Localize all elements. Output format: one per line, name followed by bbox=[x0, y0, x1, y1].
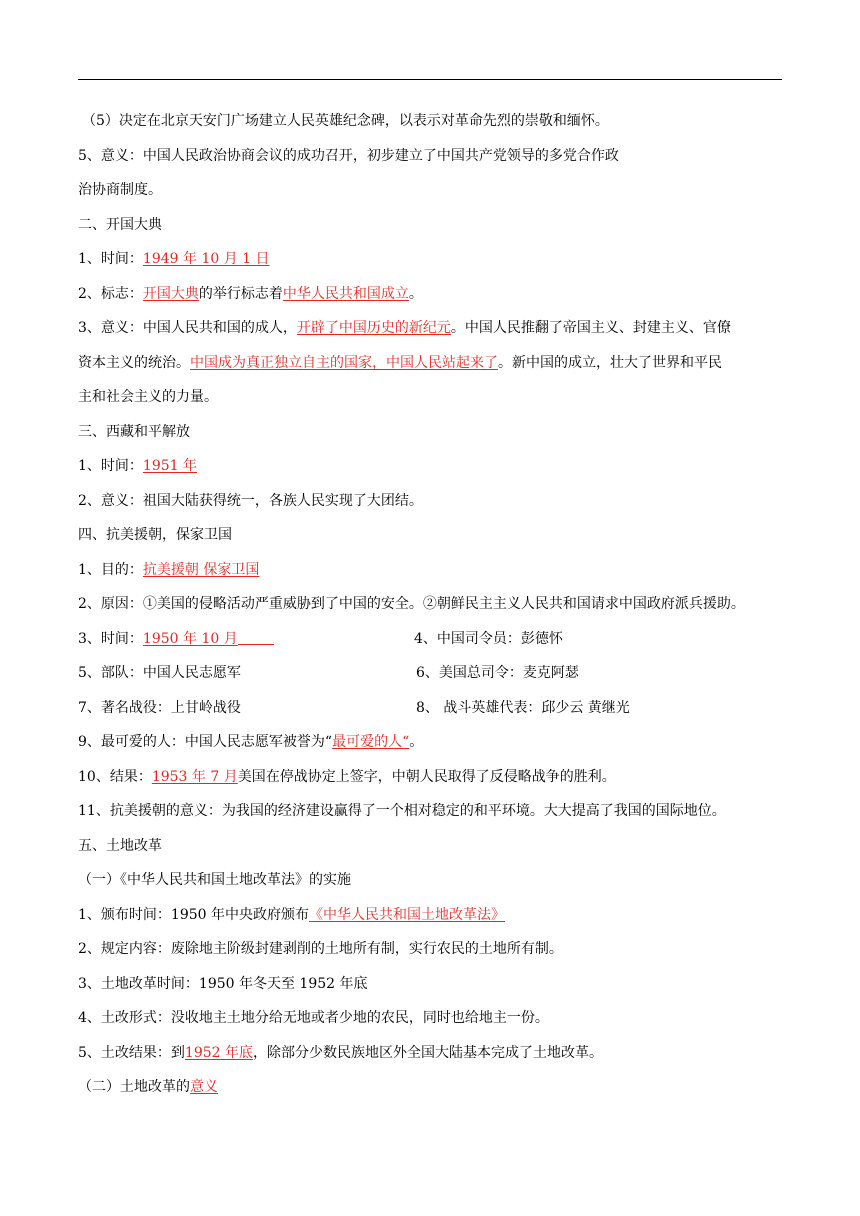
highlight: 1949 年 10 月 1 日 bbox=[142, 251, 270, 267]
paragraph-line bbox=[78, 691, 798, 726]
highlight: 中华人民共和国成立 bbox=[282, 285, 409, 302]
highlight: 抗美援朝 保家卫国 bbox=[142, 561, 260, 578]
text: 治协商制度。 bbox=[78, 182, 162, 198]
paragraph-line bbox=[78, 656, 798, 691]
text: 四、抗美援朝，保家卫国 bbox=[78, 527, 232, 543]
highlight: 最可爱的人“ bbox=[332, 734, 410, 750]
paragraph-line bbox=[78, 553, 798, 588]
label: 1、颁布时间：1950 年中央政府颁布 bbox=[78, 906, 309, 923]
label: 3、意义：中国人民共和国的成人， bbox=[78, 320, 297, 336]
header-rule bbox=[78, 79, 782, 80]
text: 11、抗美援朝的意义：为我国的经济建设赢得了一个相对稳定的和平环境。大大提高了我国的国际地位。 bbox=[78, 803, 726, 819]
answer-blank bbox=[238, 630, 274, 645]
label: 1、时间： bbox=[78, 458, 143, 474]
text: （一）《中华人民共和国土地改革法》的实施 bbox=[78, 872, 351, 888]
subsection-heading bbox=[78, 863, 798, 898]
highlight: 中国成为真正独立自主的国家，中国人民站起来了 bbox=[190, 354, 498, 371]
text: 美国在停战协定上签字，中朝人民取得了反侵略战争的胜利。 bbox=[237, 768, 616, 785]
text: 资本主义的统治。 bbox=[78, 354, 190, 371]
paragraph-line bbox=[78, 346, 798, 381]
paragraph-line bbox=[78, 104, 798, 139]
paragraph-line bbox=[78, 932, 798, 967]
section-heading bbox=[78, 518, 798, 553]
paragraph-line bbox=[78, 311, 798, 346]
text: 的举行标志着 bbox=[198, 285, 283, 302]
label: 5、土改结果：到 bbox=[78, 1044, 185, 1061]
text: 五、土地改革 bbox=[78, 837, 162, 854]
label: 10、结果： bbox=[78, 768, 152, 785]
highlight: 意义 bbox=[190, 1079, 218, 1095]
text: 。 bbox=[408, 285, 423, 302]
paragraph-line bbox=[78, 380, 798, 415]
subsection-heading bbox=[78, 1070, 798, 1105]
paragraph-line bbox=[78, 760, 798, 795]
text: 主和社会主义的力量。 bbox=[78, 389, 218, 405]
text: 2、意义：祖国大陆获得统一，各族人民实现了大团结。 bbox=[78, 492, 423, 509]
right-column: 6、美国总司令：麦克阿瑟 bbox=[416, 665, 579, 681]
paragraph-line bbox=[78, 1036, 798, 1071]
text: 。新中国的成立，壮大了世界和平民 bbox=[498, 354, 722, 371]
paragraph-line bbox=[78, 449, 798, 484]
label: 1、目的： bbox=[78, 561, 143, 578]
paragraph-line bbox=[78, 794, 798, 829]
text: （5）决定在北京天安门广场建立人民英雄纪念碑，以表示对革命先烈的崇敬和缅怀。 bbox=[82, 113, 609, 129]
paragraph-line bbox=[78, 139, 798, 174]
label: 9、最可爱的人：中国人民志愿军被誉为“ bbox=[78, 734, 333, 750]
text: 4、土改形式：没收地主土地分给无地或者少地的农民，同时也给地主一份。 bbox=[78, 1010, 549, 1026]
paragraph-line bbox=[78, 898, 798, 933]
highlight: 1952 年底 bbox=[184, 1044, 254, 1061]
text: 5、意义：中国人民政治协商会议的成功召开，初步建立了中国共产党领导的多党合作政 bbox=[78, 147, 619, 164]
label: 3、时间： bbox=[78, 630, 143, 647]
paragraph-line bbox=[78, 622, 798, 657]
paragraph-line bbox=[78, 277, 798, 312]
paragraph-line bbox=[78, 484, 798, 519]
paragraph-line bbox=[78, 725, 798, 760]
text: 二、开国大典 bbox=[78, 216, 162, 233]
highlight: 开国大典 bbox=[142, 285, 199, 302]
right-column: 8、 战斗英雄代表：邱少云 黄继光 bbox=[416, 699, 630, 716]
right-column: 4、中国司令员：彭德怀 bbox=[414, 630, 563, 647]
highlight: 1953 年 7 月 bbox=[151, 768, 238, 785]
left-column: 7、著名战役：上甘岭战役 bbox=[78, 699, 241, 716]
paragraph-line bbox=[78, 1001, 798, 1036]
highlight: 1951 年 bbox=[142, 458, 198, 474]
highlight: 1950 年 10 月 bbox=[142, 630, 238, 647]
label: 1、时间： bbox=[78, 251, 143, 267]
paragraph-line bbox=[78, 967, 798, 1002]
section-heading bbox=[78, 829, 798, 864]
left-column bbox=[78, 622, 414, 657]
highlight: 开辟了中国历史的新纪元 bbox=[296, 320, 451, 336]
text: 2、规定内容：废除地主阶级封建剥削的土地所有制，实行农民的土地所有制。 bbox=[78, 941, 563, 957]
section-heading bbox=[78, 208, 798, 243]
highlight: 《中华人民共和国土地改革法》 bbox=[309, 906, 505, 923]
text: 2、原因：①美国的侵略活动严重威胁到了中国的安全。②朝鲜民主主义人民共和国请求中国政府派兵援助。 bbox=[78, 596, 745, 612]
paragraph-line bbox=[78, 587, 798, 622]
text: 3、土地改革时间：1950 年冬天至 1952 年底 bbox=[78, 975, 368, 992]
paragraph-line bbox=[78, 173, 798, 208]
document-body bbox=[78, 104, 798, 1105]
paragraph-line bbox=[78, 242, 798, 277]
text: 。中国人民推翻了帝国主义、封建主义、官僚 bbox=[450, 320, 731, 336]
text: 。 bbox=[409, 734, 424, 750]
label: 2、标志： bbox=[78, 285, 143, 302]
text: ，除部分少数民族地区外全国大陆基本完成了土地改革。 bbox=[253, 1044, 604, 1061]
left-column: 5、部队：中国人民志愿军 bbox=[78, 665, 241, 681]
label: （二）土地改革的 bbox=[78, 1079, 190, 1095]
text: 三、西藏和平解放 bbox=[78, 423, 190, 440]
section-heading bbox=[78, 415, 798, 450]
